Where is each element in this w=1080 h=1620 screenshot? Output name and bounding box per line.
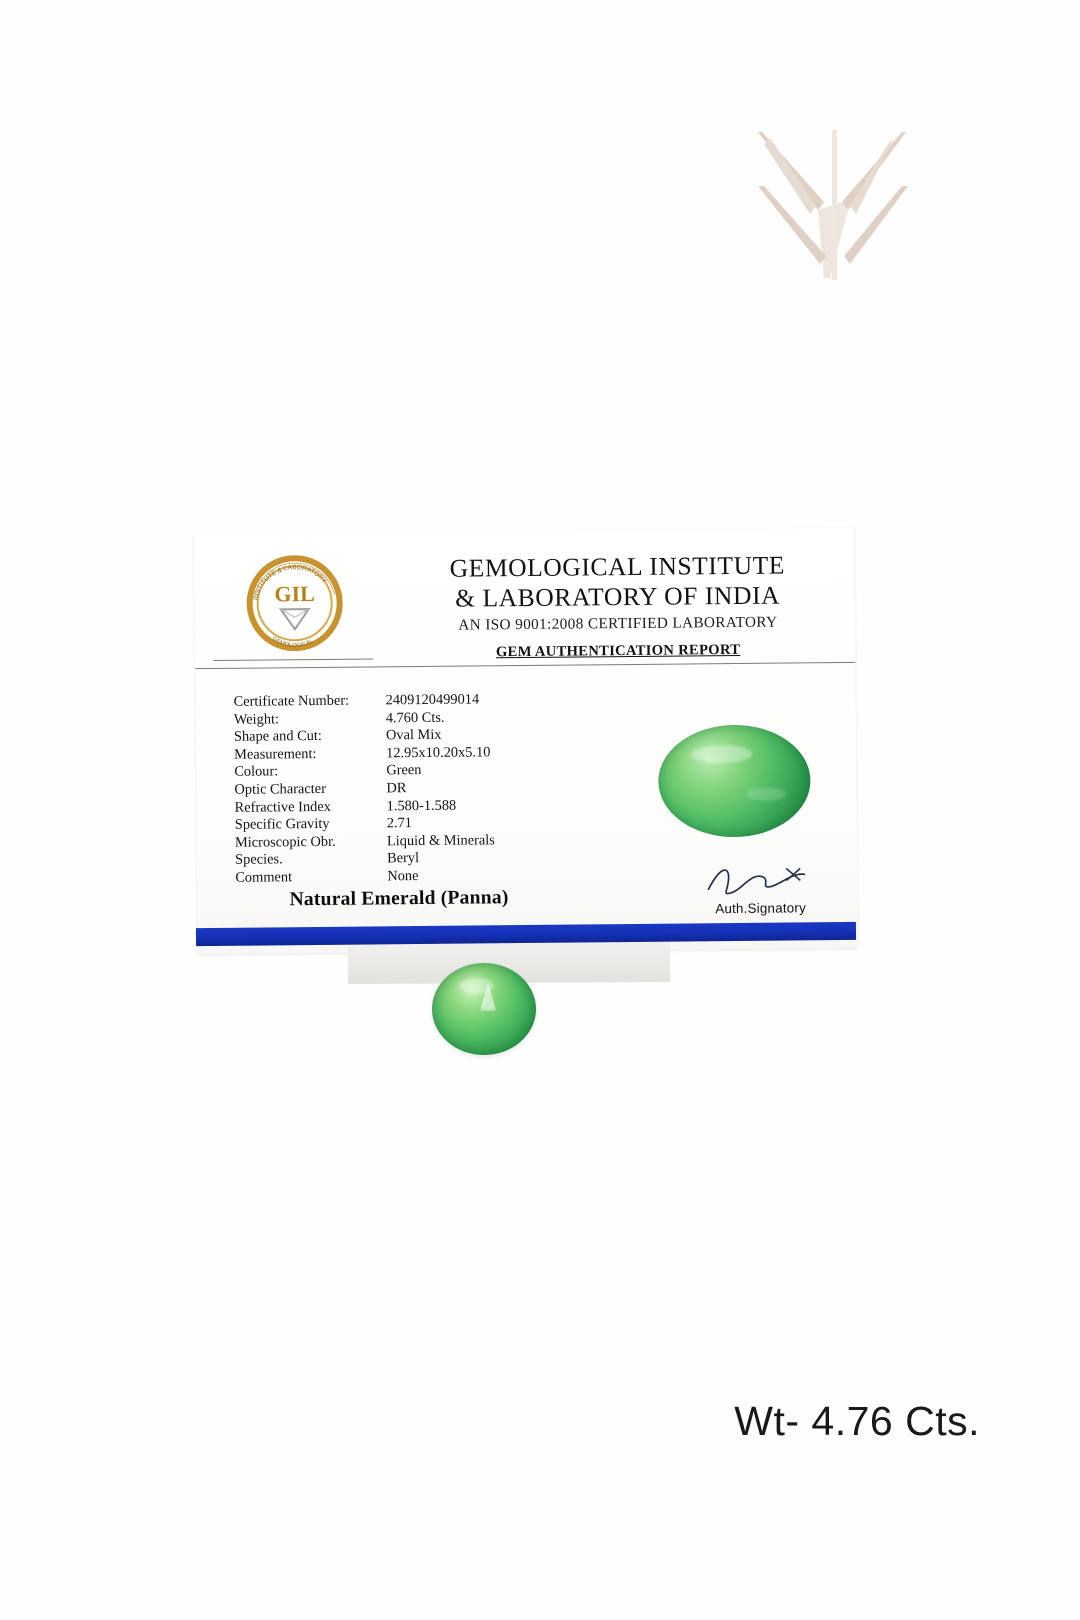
property-value: Beryl bbox=[387, 850, 420, 867]
signature-label: Auth.Signatory bbox=[715, 900, 806, 917]
property-value: 2.71 bbox=[386, 815, 413, 832]
property-label: Measurement: bbox=[234, 745, 317, 763]
handwritten-signature-icon bbox=[700, 858, 820, 901]
property-label: Weight: bbox=[233, 710, 280, 728]
property-label: Species. bbox=[235, 851, 283, 869]
property-label: Comment bbox=[235, 869, 293, 886]
property-value: 12.95x10.20x5.10 bbox=[386, 744, 491, 762]
property-label: Refractive Index bbox=[234, 798, 331, 816]
property-value: Oval Mix bbox=[385, 726, 442, 744]
property-label: Shape and Cut: bbox=[233, 728, 322, 745]
property-value: DR bbox=[386, 780, 407, 797]
iso-certification-line: AN ISO 9001:2008 CERTIFIED LABORATORY bbox=[458, 613, 778, 634]
gil-round-seal-icon bbox=[236, 555, 353, 652]
chevron-wings-logo-icon bbox=[752, 128, 922, 288]
signature-block bbox=[695, 858, 826, 916]
gem-properties-table bbox=[234, 691, 566, 888]
svg-text:GEMOLOGICAL: GEMOLOGICAL bbox=[270, 635, 315, 650]
svg-text:GIL: GIL bbox=[274, 581, 315, 607]
institute-title-line2: & LABORATORY OF INDIA bbox=[454, 580, 781, 613]
property-value: 2409120499014 bbox=[385, 691, 480, 709]
property-value: Green bbox=[386, 762, 422, 779]
report-title: GEM AUTHENTICATION REPORT bbox=[495, 641, 741, 661]
certificate-gem-photo bbox=[658, 724, 811, 837]
brand-logo bbox=[752, 128, 922, 288]
certificate-surface bbox=[194, 528, 858, 954]
property-value: 4.760 Cts. bbox=[385, 709, 445, 726]
certificate-card bbox=[194, 528, 858, 954]
signature bbox=[695, 858, 825, 901]
property-value: Liquid & Minerals bbox=[386, 832, 495, 850]
stone-name: Natural Emerald (Panna) bbox=[289, 887, 509, 911]
property-label: Optic Character bbox=[234, 780, 327, 798]
gem-highlight bbox=[747, 787, 787, 801]
oval-emerald-photo-icon bbox=[658, 724, 811, 837]
property-label: Microscopic Obr. bbox=[234, 833, 336, 851]
gem-highlight bbox=[691, 745, 752, 763]
loose-gemstone-photo bbox=[432, 963, 536, 1055]
weight-caption: Wt- 4.76 Cts. bbox=[734, 1398, 980, 1444]
gil-seal bbox=[236, 555, 353, 652]
svg-text:INSTITUTE & LABORATORY: INSTITUTE & LABORATORY bbox=[252, 564, 329, 601]
property-value: 1.580-1.588 bbox=[386, 797, 457, 814]
property-label: Colour: bbox=[234, 763, 279, 781]
certificate-title-block bbox=[402, 550, 833, 662]
institute-title-line1: GEMOLOGICAL INSTITUTE bbox=[449, 550, 786, 583]
property-value: None bbox=[387, 867, 419, 885]
round-emerald-photo-icon bbox=[432, 963, 536, 1055]
table-row bbox=[235, 867, 565, 888]
property-label: Specific Gravity bbox=[234, 816, 330, 833]
property-label: Certificate Number: bbox=[233, 692, 350, 710]
